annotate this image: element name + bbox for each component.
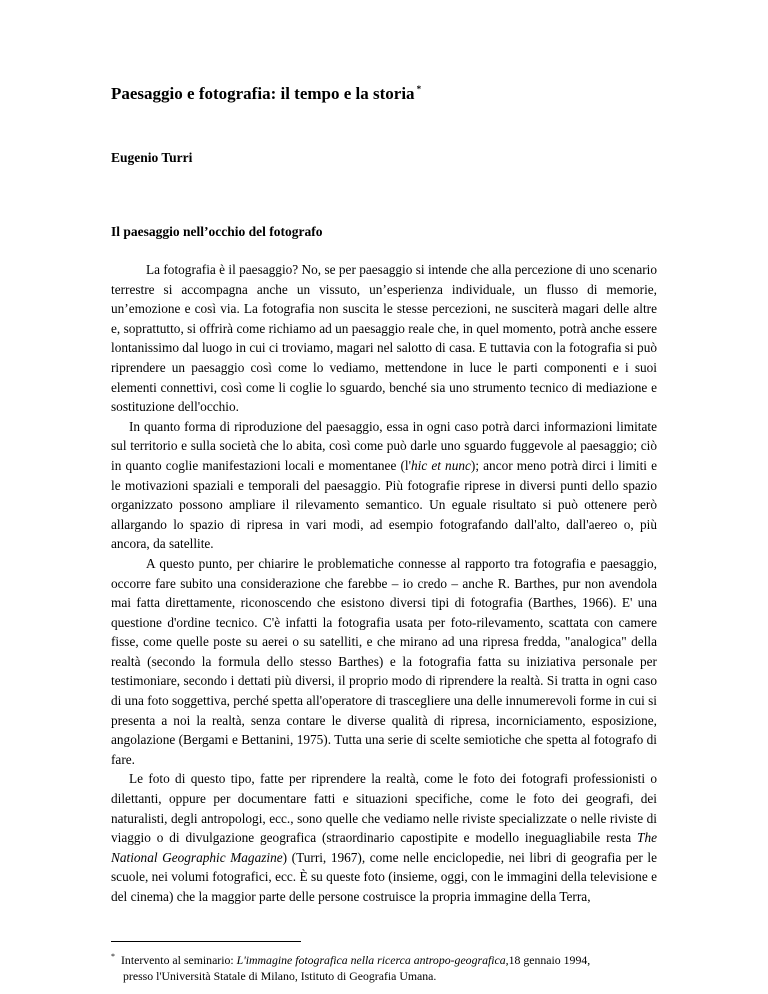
footnote-reference-marker[interactable]: * [416,84,422,95]
paragraph-3-text: A questo punto, per chiarire le problematiche connesse al rapporto tra fotografia e paesaggio, occorre fare subito una considerazione che farebbe – io credo – anche R. Barthes, pur non avendola mai fatta direttamente, riconoscendo che esistono diversi tipi di fotografia (Barthes, 1966). E' una questione d'ordine tecnico. C'è infatti la fotografia usata per foto-rilevamento, scattata con camere fisse, come quelle poste su aerei o su satelliti, e che mirano ad una ripresa fredda, "analogica" della realtà (secondo la formula dello stesso Barthes) e la fotografia fatta su iniziativa personale per testimoniare, secondo i dettati più diversi, il proprio modo di riprendere la realtà. Si tratta in ogni caso di una foto soggettiva, perché spetta all'operatore di trascegliere una delle innumerevoli forme in cui si presenta a noi la realtà, senza contare le diverse qualità di ripresa, incorniciamento, esposizione, angolazione (Bergami e Bettanini, 1975). Tutta una serie di scelte semiotiche che spetta al fotografo di fare. [111,555,657,767]
footnote-date: 18 gennaio 1994, [508,952,591,967]
title-text: Paesaggio e fotografia: il tempo e la storia [111,84,415,103]
footnote [111,949,659,984]
paragraph-4-text-b: ) (Turri, 1967), come nelle enciclopedie, nei libri di geografia per le scuole, nei volumi fotografici, ecc. È su queste foto (insieme, oggi, con le immagini della televisione e del cinema) che la maggior parte delle persone costruisce la propria immagine della Terra, [111,849,657,904]
paragraph-4-italic: The National Geographic Magazine [111,830,657,865]
document-title [111,84,421,104]
footnote-seminar-title: L'immagine fotografica nella ricerca antropo-geografica, [236,952,509,967]
paragraph-1-text: La fotografia è il paesaggio? No, se per paesaggio si intende che alla percezione di uno scenario terrestre si accompagna anche un vissuto, un’esperienza individuale, un flusso di memorie, un’emozione e così via. La fotografia non suscita le stesse percezioni, ne susciterà magari delle altre e, soprattutto, si offrirà come richiamo ad un paesaggio reale che, in quel momento, potrà anche essere lontanissimo dal luogo in cui ci troviamo, magari nel salotto di casa. E tuttavia con la fotografia si può riprendere un paesaggio così come lo vediamo, mettendone in luce le parti componenti e i suoi elementi connettivi, così come li coglie lo sguardo, benché sia uno strumento tecnico di mediazione e sostituzione dell'occhio. [111,262,657,415]
paragraph-2-text-a: In quanto forma di riproduzione del paesaggio, essa in ogni caso potrà darci informazioni limitate sul territorio e sulla società che lo abita, così come può darle uno sguardo fuggevole al paesaggio; ciò in quanto coglie manifestazioni locali e momentanee (l' [111,418,657,473]
paragraph-3 [111,554,657,770]
footnote-location: presso l'Università Statale di Milano, Istituto di Geografia Umana. [123,968,437,983]
footnote-divider [111,941,301,942]
paragraph-2-text-b: ); ancor meno potrà dirci i limiti e le motivazioni spaziali e temporali del paesaggio. Più fotografie riprese in diversi punti dello spazio organizzato possono ampliare il rilevamento semantico. Un eguale risultato si può ottenere però allargando lo spazio di ripresa in vari modi, ad esempio fotografando dall'alto, dall'aereo o, più ancora, da satellite. [111,457,657,552]
paragraph-2 [111,417,657,554]
paragraph-4-text-a: Le foto di questo tipo, fatte per riprendere la realtà, come le foto dei fotografi professionisti o dilettanti, oppure per documentare fatti e situazioni specifiche, come le foto dei geografi, dei naturalisti, degli antropologi, ecc., sono quelle che vediamo nelle riviste specializzate o nelle riviste di viaggio o di divulgazione geografica (straordinario capostipite e modello ineguagliabile resta [111,771,657,846]
author-name: Eugenio Turri [111,150,193,165]
paragraph-4 [111,769,657,906]
section-heading: Il paesaggio nell’occhio del fotografo [111,224,323,239]
paragraph-1 [111,260,657,417]
footnote-marker: * [111,952,115,961]
body-text [111,260,657,907]
footnote-prefix: Intervento al seminario: [121,952,237,967]
paragraph-2-italic: hic et nunc [410,457,471,473]
